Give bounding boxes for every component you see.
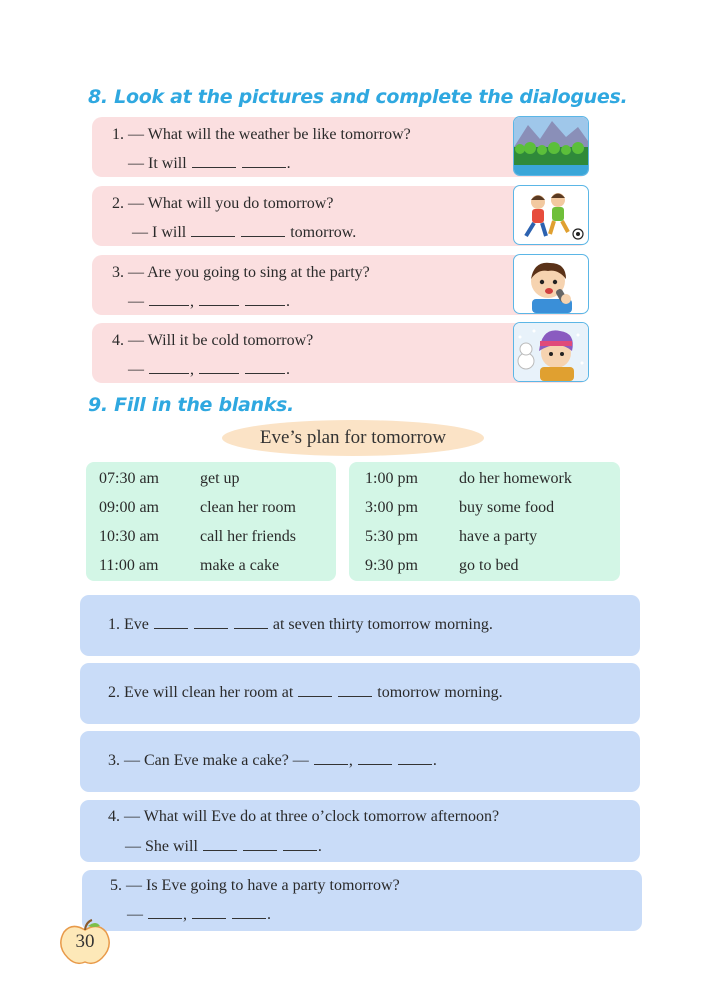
question-prefix: 3. — Can Eve make a cake? — — [108, 752, 309, 769]
fill-blank-box-2 — [80, 663, 640, 724]
schedule-time: 09:00 am — [99, 499, 159, 516]
schedule-afternoon-box — [349, 462, 620, 581]
blank[interactable] — [243, 849, 277, 851]
blank[interactable] — [314, 763, 348, 765]
blank[interactable] — [199, 372, 239, 374]
blank[interactable] — [203, 849, 237, 851]
blank[interactable] — [148, 917, 182, 919]
answer-suffix-4: . — [286, 361, 290, 378]
blank[interactable] — [358, 763, 392, 765]
blank[interactable] — [149, 372, 189, 374]
schedule-time: 3:00 pm — [365, 499, 418, 516]
blank[interactable] — [192, 917, 226, 919]
fill-answer-4 — [125, 838, 322, 856]
blank[interactable] — [241, 235, 285, 237]
section-8-heading: 8. Look at the pictures and complete the dialogues. — [88, 86, 628, 108]
fill-question-5: 5. — Is Eve going to have a party tomorrow? — [110, 877, 400, 894]
schedule-activity: clean her room — [200, 499, 296, 516]
question-suffix: . — [267, 906, 271, 923]
schedule-activity: do her homework — [459, 470, 572, 487]
blank[interactable] — [149, 304, 189, 306]
blank[interactable] — [232, 917, 266, 919]
schedule-time: 5:30 pm — [365, 528, 418, 545]
plan-title: Eve’s plan for tomorrow — [222, 420, 484, 456]
section-9-heading: 9. Fill in the blanks. — [88, 394, 294, 416]
fill-answer-5: — , . — [127, 906, 271, 923]
question-prefix: — — [127, 906, 143, 923]
fill-question-4: 4. — What will Eve do at three o’clock tomorrow afternoon? — [108, 808, 500, 825]
question-suffix: . — [317, 838, 322, 855]
blank[interactable] — [192, 166, 236, 168]
fill-blank-box-5 — [82, 870, 642, 931]
page-number-badge — [58, 918, 112, 962]
blank[interactable] — [154, 627, 188, 629]
answer-prefix-1: — It will — [128, 155, 187, 172]
answer-suffix-3: . — [286, 293, 290, 310]
fill-question-3: 3. — Can Eve make a cake? — , . — [108, 752, 437, 769]
fill-question-1 — [108, 616, 493, 634]
blank[interactable] — [398, 763, 432, 765]
question-prefix: 1. Eve — [108, 616, 149, 633]
schedule-time: 07:30 am — [99, 470, 159, 487]
question-suffix: tomorrow morning. — [377, 684, 503, 701]
answer-line-3: — , . — [128, 293, 290, 310]
answer-line-1 — [128, 155, 291, 173]
schedule-activity: buy some food — [459, 499, 555, 516]
question-suffix: at seven thirty tomorrow morning. — [272, 616, 493, 633]
blank[interactable] — [191, 235, 235, 237]
question-prefix: 2. Eve will clean her room at — [108, 684, 294, 701]
rainforest-mountain-picture — [513, 116, 589, 176]
blank[interactable] — [245, 372, 285, 374]
schedule-activity: make a cake — [200, 557, 280, 574]
answer-prefix-4: — — [128, 361, 144, 378]
question-suffix: . — [432, 752, 437, 769]
boys-playing-football-picture — [513, 185, 589, 245]
schedule-time: 11:00 am — [99, 557, 159, 574]
question-2: 2. — What will you do tomorrow? — [112, 195, 334, 212]
blank[interactable] — [234, 627, 268, 629]
answer-line-2 — [132, 224, 356, 242]
blank[interactable] — [298, 695, 332, 697]
blank[interactable] — [338, 695, 372, 697]
question-prefix: — She will — [125, 838, 198, 855]
answer-suffix-2: tomorrow. — [290, 224, 357, 241]
question-3: 3. — Are you going to sing at the party? — [112, 264, 370, 281]
blank[interactable] — [245, 304, 285, 306]
fill-blank-box-4 — [80, 800, 640, 862]
fill-question-2 — [108, 684, 503, 702]
schedule-activity: get up — [200, 470, 240, 487]
schedule-activity: have a party — [459, 528, 538, 545]
answer-prefix-2: — I will — [132, 224, 187, 241]
question-4: 4. — Will it be cold tomorrow? — [112, 332, 314, 349]
schedule-time: 9:30 pm — [365, 557, 418, 574]
answer-line-4: — , . — [128, 361, 290, 378]
blank[interactable] — [242, 166, 286, 168]
blank[interactable] — [194, 627, 228, 629]
boy-singing-microphone-picture — [513, 254, 589, 314]
page-number: 30 — [75, 931, 95, 952]
blank[interactable] — [283, 849, 317, 851]
schedule-time: 1:00 pm — [365, 470, 418, 487]
schedule-morning-box — [86, 462, 336, 581]
answer-prefix-3: — — [128, 293, 144, 310]
answer-suffix-1: . — [286, 155, 291, 172]
blank[interactable] — [199, 304, 239, 306]
fill-blank-box-1 — [80, 595, 640, 656]
schedule-activity: call her friends — [200, 528, 296, 545]
schedule-time: 10:30 am — [99, 528, 159, 545]
boy-in-snow-picture — [513, 322, 589, 382]
question-1: 1. — What will the weather be like tomorrow? — [112, 126, 411, 143]
schedule-activity: go to bed — [459, 557, 519, 574]
fill-blank-box-3 — [80, 731, 640, 792]
